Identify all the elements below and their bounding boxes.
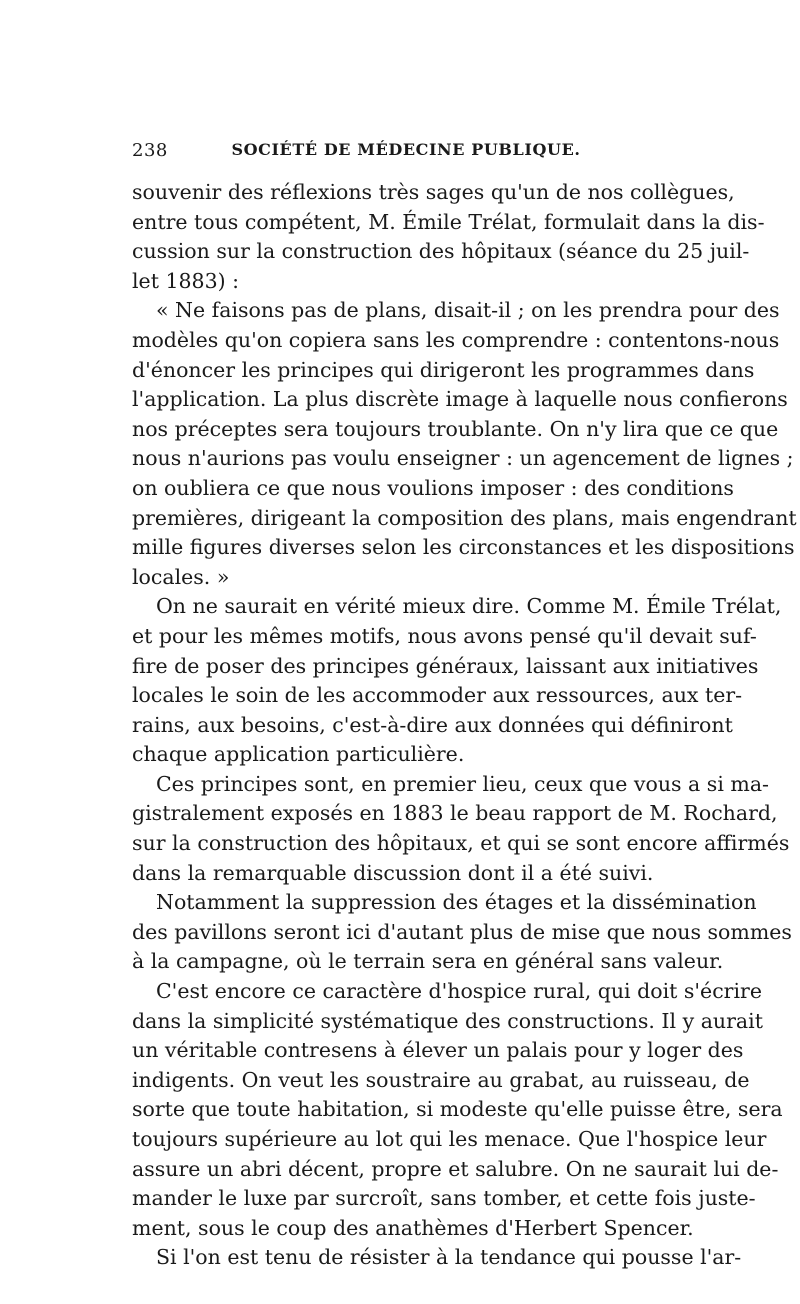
paragraph — [132, 296, 797, 592]
text-line: souvenir des réflexions très sages qu'un de nos collègues, — [132, 180, 735, 204]
text-line: rains, aux besoins, c'est-à-dire aux données qui définiront — [132, 712, 733, 737]
text-line: locales. » — [132, 564, 230, 589]
text-line: cussion sur la construction des hôpitaux (séance du 25 juil- — [132, 239, 750, 264]
text-line: C'est encore ce caractère d'hospice rural, qui doit s'écrire — [156, 979, 762, 1004]
page-number: 238 — [132, 140, 168, 161]
text-line: chaque application particulière. — [132, 742, 465, 767]
text-line: gistralement exposés en 1883 le beau rapport de M. Rochard, — [132, 801, 778, 826]
text-line: On ne saurait en vérité mieux dire. Comme M. Émile Trélat, — [156, 594, 782, 619]
text-line: dans la simplicité systématique des constructions. Il y aurait — [132, 1008, 763, 1033]
text-line: nos préceptes sera toujours troublante. On n'y lira que ce que — [132, 416, 779, 441]
paragraph — [132, 592, 782, 770]
text-line: on oubliera ce que nous voulions imposer : des conditions — [132, 475, 734, 500]
text-line: sorte que toute habitation, si modeste qu'elle puisse être, sera — [132, 1097, 783, 1122]
text-line: entre tous compétent, M. Émile Trélat, formulait dans la dis- — [132, 209, 765, 234]
book-page — [132, 140, 797, 1273]
paragraph — [132, 977, 783, 1243]
text-line: fire de poser des principes généraux, laissant aux initiatives — [132, 653, 759, 678]
text-line: « Ne faisons pas de plans, disait-il ; on les prendra pour des — [156, 298, 780, 323]
text-line: mander le luxe par surcroît, sans tomber, et cette fois juste- — [132, 1186, 756, 1211]
text-line: dans la remarquable discussion dont il a été suivi. — [132, 860, 654, 885]
paragraph — [132, 888, 792, 977]
running-head-title: SOCIÉTÉ DE MÉDECINE PUBLIQUE. — [231, 140, 581, 159]
text-line: premières, dirigeant la composition des plans, mais engendrant — [132, 505, 797, 530]
text-line: d'énoncer les principes qui dirigeront les programmes dans — [132, 357, 755, 382]
text-line: let 1883) : — [132, 268, 240, 293]
text-line: modèles qu'on copiera sans les comprendre : contentons-nous — [132, 327, 780, 352]
text-line: sur la construction des hôpitaux, et qui se sont encore affirmés — [132, 831, 790, 856]
text-line: l'application. La plus discrète image à laquelle nous confierons — [132, 387, 788, 412]
text-line: mille figures diverses selon les circonstances et les dispositions — [132, 535, 795, 560]
text-line: assure un abri décent, propre et salubre. On ne saurait lui de- — [132, 1156, 779, 1181]
text-line: Si l'on est tenu de résister à la tendance qui pousse l'ar- — [156, 1245, 742, 1270]
text-line: ment, sous le coup des anathèmes d'Herbert Spencer. — [132, 1215, 694, 1240]
text-line: à la campagne, où le terrain sera en général sans valeur. — [132, 949, 724, 974]
paragraph — [132, 1243, 742, 1273]
text-line: un véritable contresens à élever un palais pour y loger des — [132, 1038, 744, 1063]
running-head — [132, 140, 680, 170]
text-line: et pour les mêmes motifs, nous avons pensé qu'il devait suf- — [132, 623, 757, 648]
paragraph — [132, 770, 790, 888]
text-line: toujours supérieure au lot qui les menace. Que l'hospice leur — [132, 1127, 767, 1151]
text-line: indigents. On veut les soustraire au grabat, au ruisseau, de — [132, 1067, 750, 1092]
text-line: Ces principes sont, en premier lieu, ceux que vous a si ma- — [156, 771, 769, 796]
text-line: Notamment la suppression des étages et la dissémination — [156, 890, 757, 915]
paragraph — [132, 178, 765, 296]
text-line: des pavillons seront ici d'autant plus de mise que nous sommes — [132, 919, 792, 944]
text-line: nous n'aurions pas voulu enseigner : un agencement de lignes ; — [132, 446, 794, 471]
body-text — [132, 178, 797, 1273]
text-line: locales le soin de les accommoder aux ressources, aux ter- — [132, 683, 743, 708]
